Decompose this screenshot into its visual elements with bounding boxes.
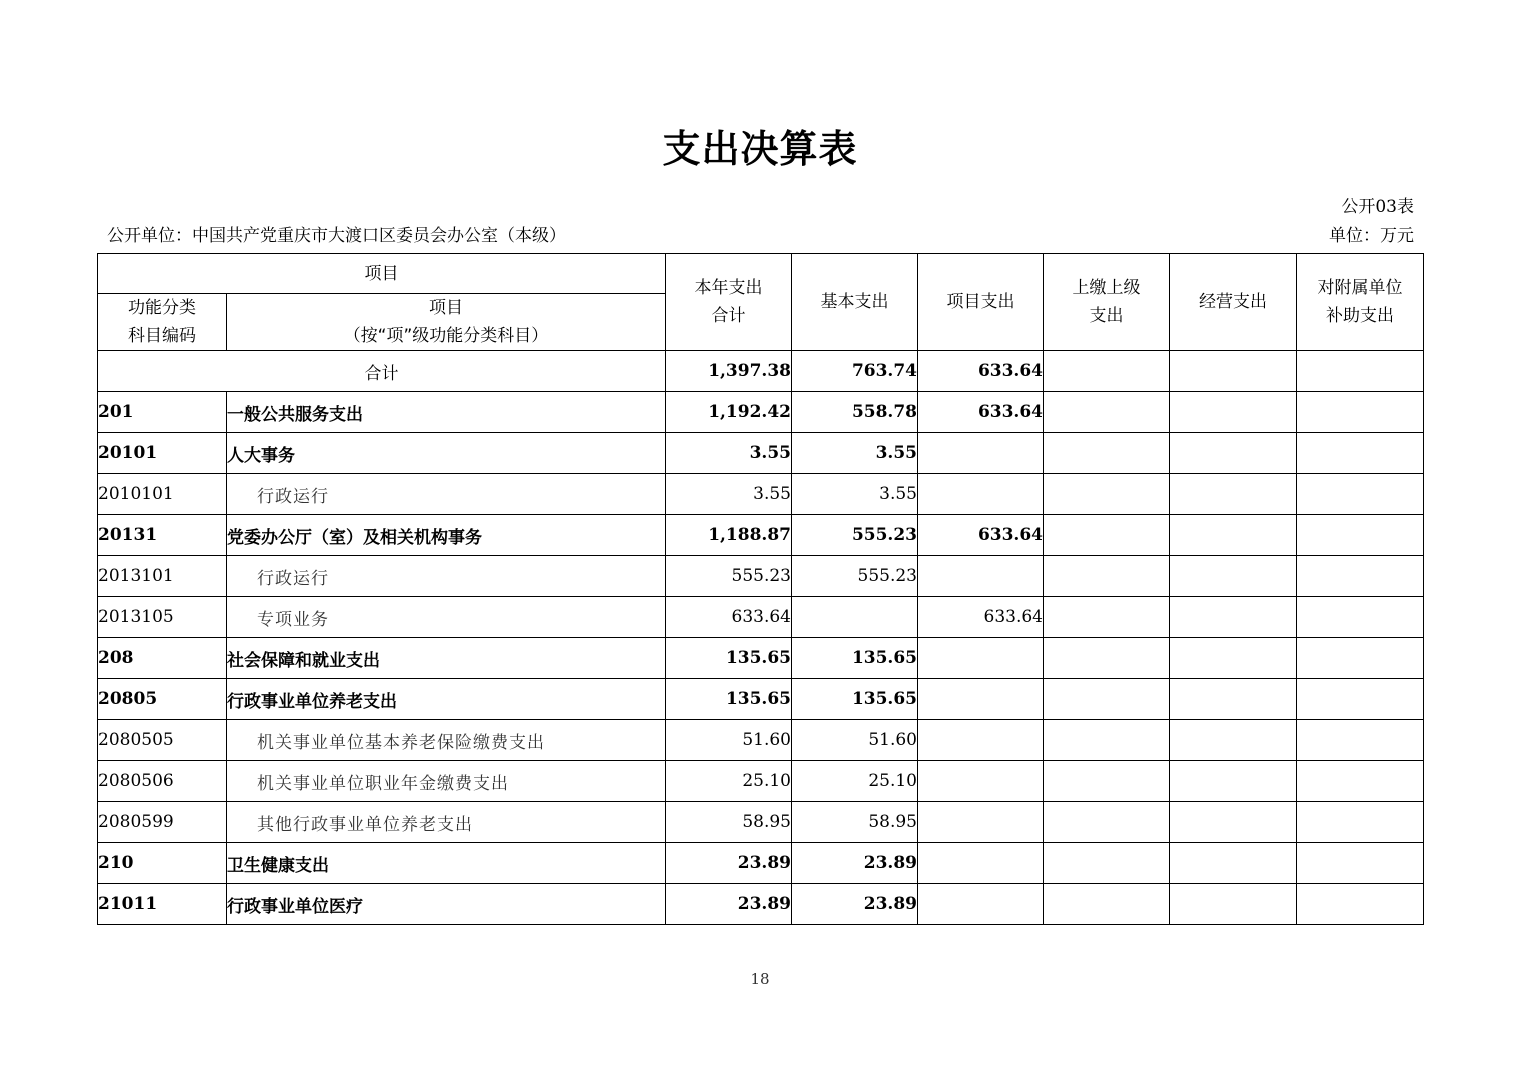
row-basic: 558.78	[792, 392, 918, 433]
row-basic: 25.10	[792, 761, 918, 802]
row-project: 633.64	[918, 597, 1044, 638]
row-upper	[1044, 843, 1170, 884]
row-project	[918, 761, 1044, 802]
row-business	[1170, 515, 1297, 556]
table-row	[98, 720, 1424, 761]
table-row	[98, 556, 1424, 597]
row-upper	[1044, 597, 1170, 638]
header-total-line2: 合计	[711, 306, 746, 326]
row-project	[918, 679, 1044, 720]
header-total-line1: 本年支出	[694, 278, 763, 298]
row-code: 2013105	[98, 597, 227, 638]
row-subsidy	[1297, 433, 1424, 474]
row-code: 201	[98, 392, 227, 433]
row-project	[918, 720, 1044, 761]
header-code	[98, 294, 227, 351]
row-business	[1170, 802, 1297, 843]
row-code: 20131	[98, 515, 227, 556]
row-business	[1170, 392, 1297, 433]
row-subsidy	[1297, 474, 1424, 515]
currency-unit: 单位：万元	[1329, 226, 1414, 246]
row-code: 20101	[98, 433, 227, 474]
row-upper	[1044, 761, 1170, 802]
table-row	[98, 802, 1424, 843]
reporting-unit: 公开单位：中国共产党重庆市大渡口区委员会办公室（本级）	[107, 226, 566, 246]
table-row	[98, 433, 1424, 474]
row-subsidy	[1297, 638, 1424, 679]
row-code: 2013101	[98, 556, 227, 597]
row-subsidy	[1297, 843, 1424, 884]
row-name: 行政运行	[227, 474, 666, 515]
row-name: 其他行政事业单位养老支出	[227, 802, 666, 843]
row-code: 2080599	[98, 802, 227, 843]
row-upper	[1044, 433, 1170, 474]
row-basic: 135.65	[792, 679, 918, 720]
row-basic: 135.65	[792, 638, 918, 679]
row-project: 633.64	[918, 515, 1044, 556]
row-total: 3.55	[666, 474, 792, 515]
row-business	[1170, 433, 1297, 474]
header-subsidy-line2: 补助支出	[1326, 306, 1394, 326]
row-name: 机关事业单位职业年金缴费支出	[227, 761, 666, 802]
header-code-line2: 科目编码	[128, 326, 196, 346]
row-business	[1170, 761, 1297, 802]
row-basic: 58.95	[792, 802, 918, 843]
header-name	[227, 294, 666, 351]
row-project	[918, 474, 1044, 515]
total-subsidy	[1297, 351, 1424, 392]
row-name: 行政事业单位医疗	[227, 884, 666, 925]
header-subsidy-line1: 对附属单位	[1317, 278, 1403, 298]
row-name: 人大事务	[227, 433, 666, 474]
table-row	[98, 474, 1424, 515]
header-upper-line1: 上缴上级	[1072, 278, 1141, 298]
total-label: 合计	[98, 351, 666, 392]
row-subsidy	[1297, 392, 1424, 433]
header-project: 项目	[98, 254, 666, 294]
row-total: 25.10	[666, 761, 792, 802]
row-project	[918, 638, 1044, 679]
row-business	[1170, 884, 1297, 925]
table-row	[98, 884, 1424, 925]
row-project	[918, 556, 1044, 597]
row-basic: 3.55	[792, 474, 918, 515]
table-row	[98, 515, 1424, 556]
row-upper	[1044, 392, 1170, 433]
total-row	[98, 351, 1424, 392]
row-business	[1170, 638, 1297, 679]
row-business	[1170, 679, 1297, 720]
header-name-line2: （按“项”级功能分类科目）	[343, 326, 549, 346]
row-basic: 555.23	[792, 515, 918, 556]
table-row	[98, 597, 1424, 638]
row-name: 行政运行	[227, 556, 666, 597]
row-name: 一般公共服务支出	[227, 392, 666, 433]
row-project	[918, 802, 1044, 843]
header-upper	[1044, 254, 1170, 351]
row-total: 1,192.42	[666, 392, 792, 433]
row-subsidy	[1297, 515, 1424, 556]
row-basic: 51.60	[792, 720, 918, 761]
page-number: 18	[750, 970, 770, 988]
row-name: 行政事业单位养老支出	[227, 679, 666, 720]
row-upper	[1044, 802, 1170, 843]
row-business	[1170, 597, 1297, 638]
row-basic: 3.55	[792, 433, 918, 474]
row-subsidy	[1297, 720, 1424, 761]
row-total: 51.60	[666, 720, 792, 761]
row-name: 社会保障和就业支出	[227, 638, 666, 679]
row-upper	[1044, 679, 1170, 720]
row-project	[918, 433, 1044, 474]
header-total	[666, 254, 792, 351]
row-business	[1170, 720, 1297, 761]
row-code: 20805	[98, 679, 227, 720]
row-business	[1170, 843, 1297, 884]
row-total: 1,188.87	[666, 515, 792, 556]
total-project: 633.64	[918, 351, 1044, 392]
table-row	[98, 638, 1424, 679]
row-code: 2010101	[98, 474, 227, 515]
header-subsidy	[1297, 254, 1424, 351]
row-basic: 555.23	[792, 556, 918, 597]
row-subsidy	[1297, 679, 1424, 720]
row-subsidy	[1297, 761, 1424, 802]
row-total: 23.89	[666, 843, 792, 884]
row-name: 卫生健康支出	[227, 843, 666, 884]
row-total: 135.65	[666, 679, 792, 720]
row-business	[1170, 556, 1297, 597]
row-code: 2080505	[98, 720, 227, 761]
header-name-line1: 项目	[429, 298, 463, 318]
row-total: 555.23	[666, 556, 792, 597]
row-upper	[1044, 884, 1170, 925]
header-business: 经营支出	[1170, 254, 1297, 351]
table-row	[98, 679, 1424, 720]
row-project: 633.64	[918, 392, 1044, 433]
table-row	[98, 761, 1424, 802]
row-project	[918, 884, 1044, 925]
row-name: 专项业务	[227, 597, 666, 638]
row-subsidy	[1297, 884, 1424, 925]
total-total: 1,397.38	[666, 351, 792, 392]
row-upper	[1044, 556, 1170, 597]
header-project-expense: 项目支出	[918, 254, 1044, 351]
total-business	[1170, 351, 1297, 392]
header-basic: 基本支出	[792, 254, 918, 351]
form-number: 公开03表	[1341, 197, 1414, 217]
row-subsidy	[1297, 802, 1424, 843]
page-title: 支出决算表	[662, 127, 858, 171]
total-upper	[1044, 351, 1170, 392]
row-basic	[792, 597, 918, 638]
total-basic: 763.74	[792, 351, 918, 392]
table-row	[98, 392, 1424, 433]
header-upper-line2: 支出	[1089, 306, 1124, 326]
row-basic: 23.89	[792, 843, 918, 884]
row-total: 23.89	[666, 884, 792, 925]
row-total: 3.55	[666, 433, 792, 474]
row-upper	[1044, 474, 1170, 515]
row-business	[1170, 474, 1297, 515]
row-upper	[1044, 638, 1170, 679]
row-upper	[1044, 720, 1170, 761]
row-basic: 23.89	[792, 884, 918, 925]
row-name: 机关事业单位基本养老保险缴费支出	[227, 720, 666, 761]
row-upper	[1044, 515, 1170, 556]
row-subsidy	[1297, 597, 1424, 638]
row-code: 21011	[98, 884, 227, 925]
expenditure-table	[97, 253, 1424, 925]
row-total: 135.65	[666, 638, 792, 679]
row-total: 58.95	[666, 802, 792, 843]
header-code-line1: 功能分类	[128, 298, 196, 318]
row-subsidy	[1297, 556, 1424, 597]
row-name: 党委办公厅（室）及相关机构事务	[227, 515, 666, 556]
row-code: 208	[98, 638, 227, 679]
row-code: 210	[98, 843, 227, 884]
row-project	[918, 843, 1044, 884]
row-total: 633.64	[666, 597, 792, 638]
row-code: 2080506	[98, 761, 227, 802]
table-row	[98, 843, 1424, 884]
